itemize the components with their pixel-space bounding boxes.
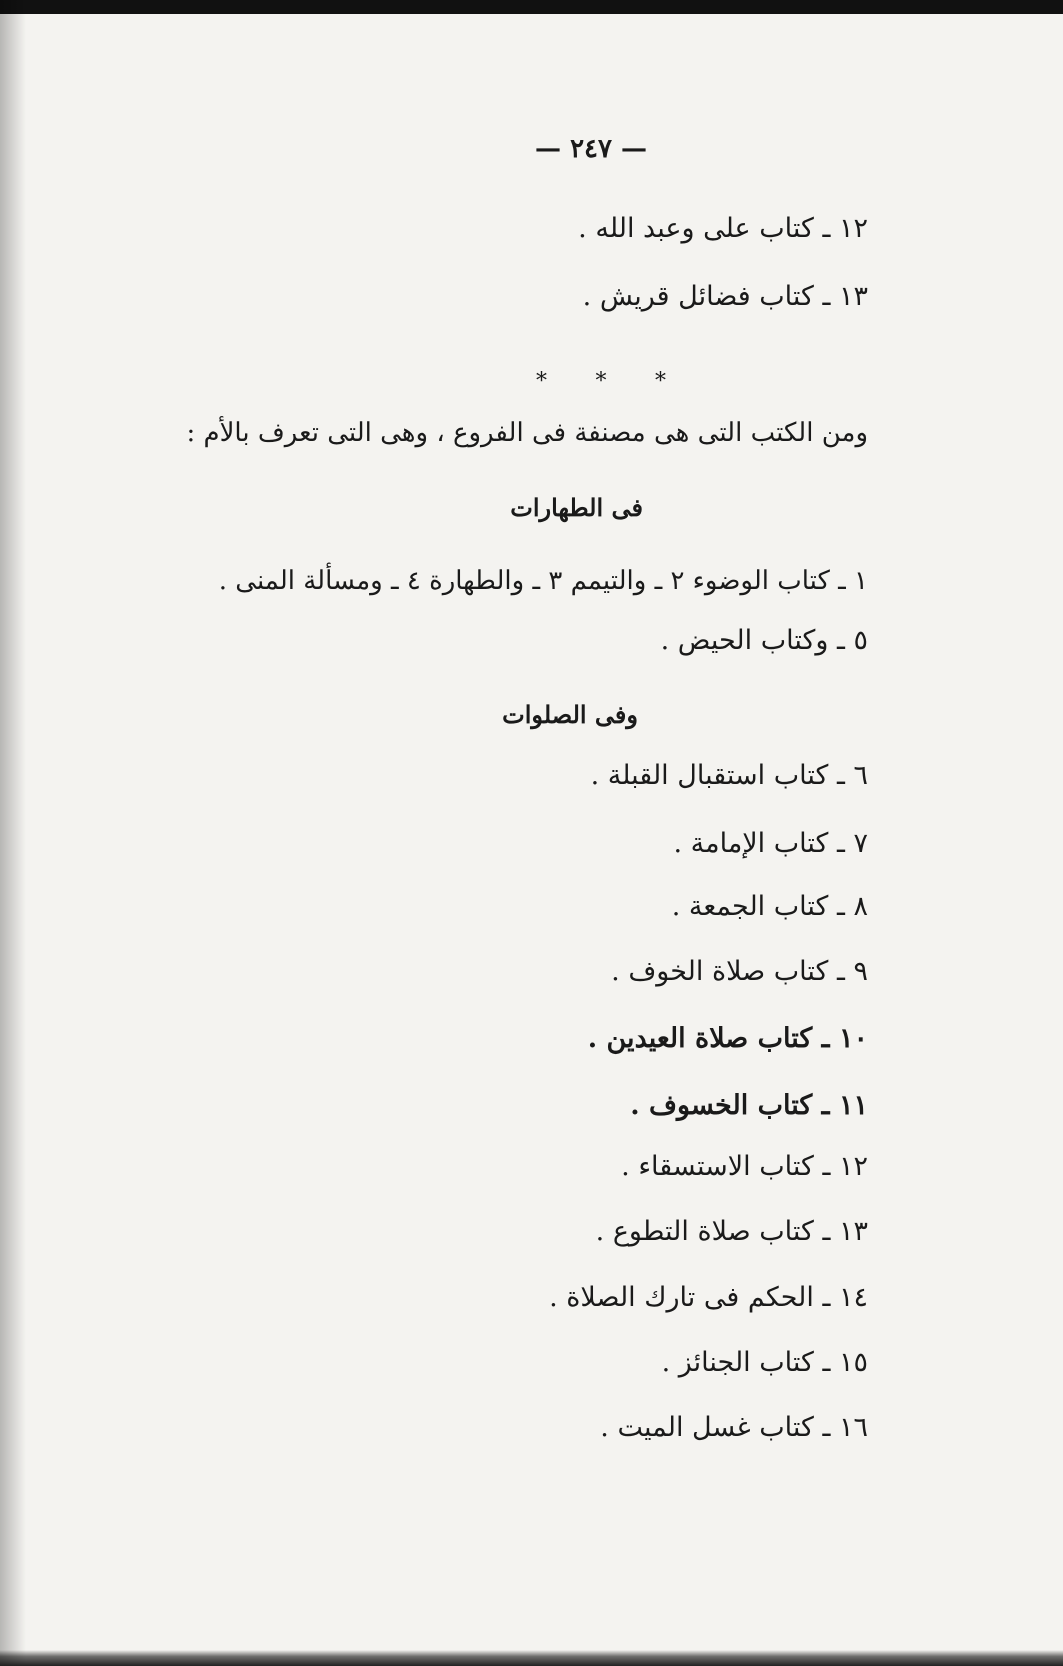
list-item: ٧ ـ كتاب الإمامة .	[673, 828, 868, 859]
list-item: ٦ ـ كتاب استقبال القبلة .	[590, 760, 868, 791]
list-item: ١٢ ـ كتاب على وعبد الله .	[578, 213, 868, 244]
list-item: ١٦ ـ كتاب غسل الميت .	[600, 1412, 868, 1443]
section-separator	[536, 369, 666, 394]
list-item: ١١ ـ كتاب الخسوف .	[630, 1090, 868, 1121]
star-mark: *	[655, 369, 666, 394]
list-item: ١٢ ـ كتاب الاستسقاء .	[621, 1151, 868, 1182]
list-item: ١٣ ـ كتاب صلاة التطوع .	[595, 1216, 868, 1247]
page-number: — ٢٤٧ —	[535, 134, 648, 164]
section-heading-taharat: فى الطهارات	[510, 493, 643, 522]
list-item: ١٠ ـ كتاب صلاة العيدين .	[587, 1023, 868, 1054]
list-item: ١٣ ـ كتاب فضائل قريش .	[582, 281, 868, 312]
list-item: ٥ ـ وكتاب الحيض .	[660, 625, 868, 656]
list-item: ١٤ ـ الحكم فى تارك الصلاة .	[549, 1282, 868, 1313]
star-mark: *	[536, 369, 547, 394]
list-item: ٩ ـ كتاب صلاة الخوف .	[611, 956, 868, 987]
list-item: ١٥ ـ كتاب الجنائز .	[661, 1347, 868, 1378]
list-item: ٨ ـ كتاب الجمعة .	[671, 891, 868, 922]
list-item: ١ ـ كتاب الوضوء ٢ ـ والتيمم ٣ ـ والطهارة ٤ ـ ومسألة المنى .	[218, 566, 868, 596]
intro-paragraph: ومن الكتب التى هى مصنفة فى الفروع ، وهى التى تعرف بالأم :	[186, 418, 868, 448]
star-mark: *	[595, 369, 607, 394]
section-heading-salawat: وفى الصلوات	[502, 700, 638, 729]
